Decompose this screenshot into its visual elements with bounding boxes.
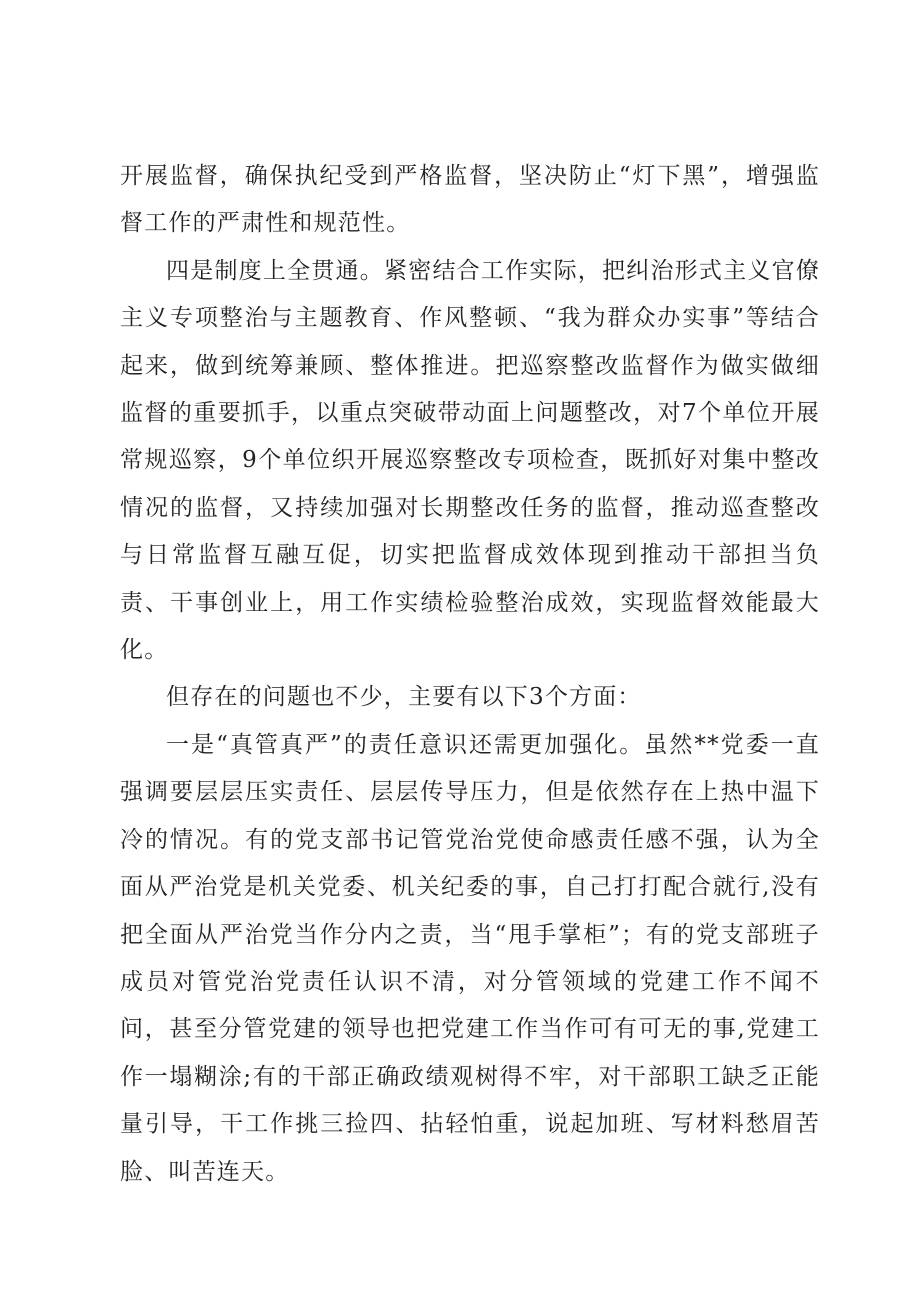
document-body [120,153,820,1196]
paragraph-problems-intro: 但存在的问题也不少，主要有以下3个方面： [166,684,642,711]
paragraph-continuation: 开展监督，确保执纪受到严格监督，坚决防止“灯下黑”，增强监督工作的严肃性和规范性。 [120,163,820,237]
paragraph-problem-one: 一是“真管真严”的责任意识还需更加强化。虽然**党委一直强调要层层压实责任、层层传导压力，但是依然存在上热中温下冷的情况。有的党支部书记管党治党使命感责任感不强，认为全面从严治党是机关党委、机关纪委的事，自己打打配合就行,没有把全面从严治党当作分内之责，当“甩手掌柜”；有的党支部班子成员对管党治党责任认识不清，对分管领域的党建工作不闻不问，甚至分管党建的领导也把党建工作当作可有可无的事,党建工作一塌糊涂;有的干部正确政绩观树得不牢，对干部职工缺乏正能量引导，干工作挑三捡四、拈轻怕重，说起加班、写材料愁眉苦脸、叫苦连天。 [120,731,820,1185]
paragraph-point-four: 四是制度上全贯通。紧密结合工作实际，把纠治形式主义官僚主义专项整治与主题教育、作风整顿、“我为群众办实事”等结合起来，做到统筹兼顾、整体推进。把巡察整改监督作为做实做细监督的重要抓手，以重点突破带动面上问题整改，对7个单位开展常规巡察，9个单位织开展巡察整改专项检查，既抓好对集中整改情况的监督，又持续加强对长期整改任务的监督，推动巡查整改与日常监督互融互促，切实把监督成效体现到推动干部担当负责、干事创业上，用工作实绩检验整治成效，实现监督效能最大化。 [120,257,820,664]
